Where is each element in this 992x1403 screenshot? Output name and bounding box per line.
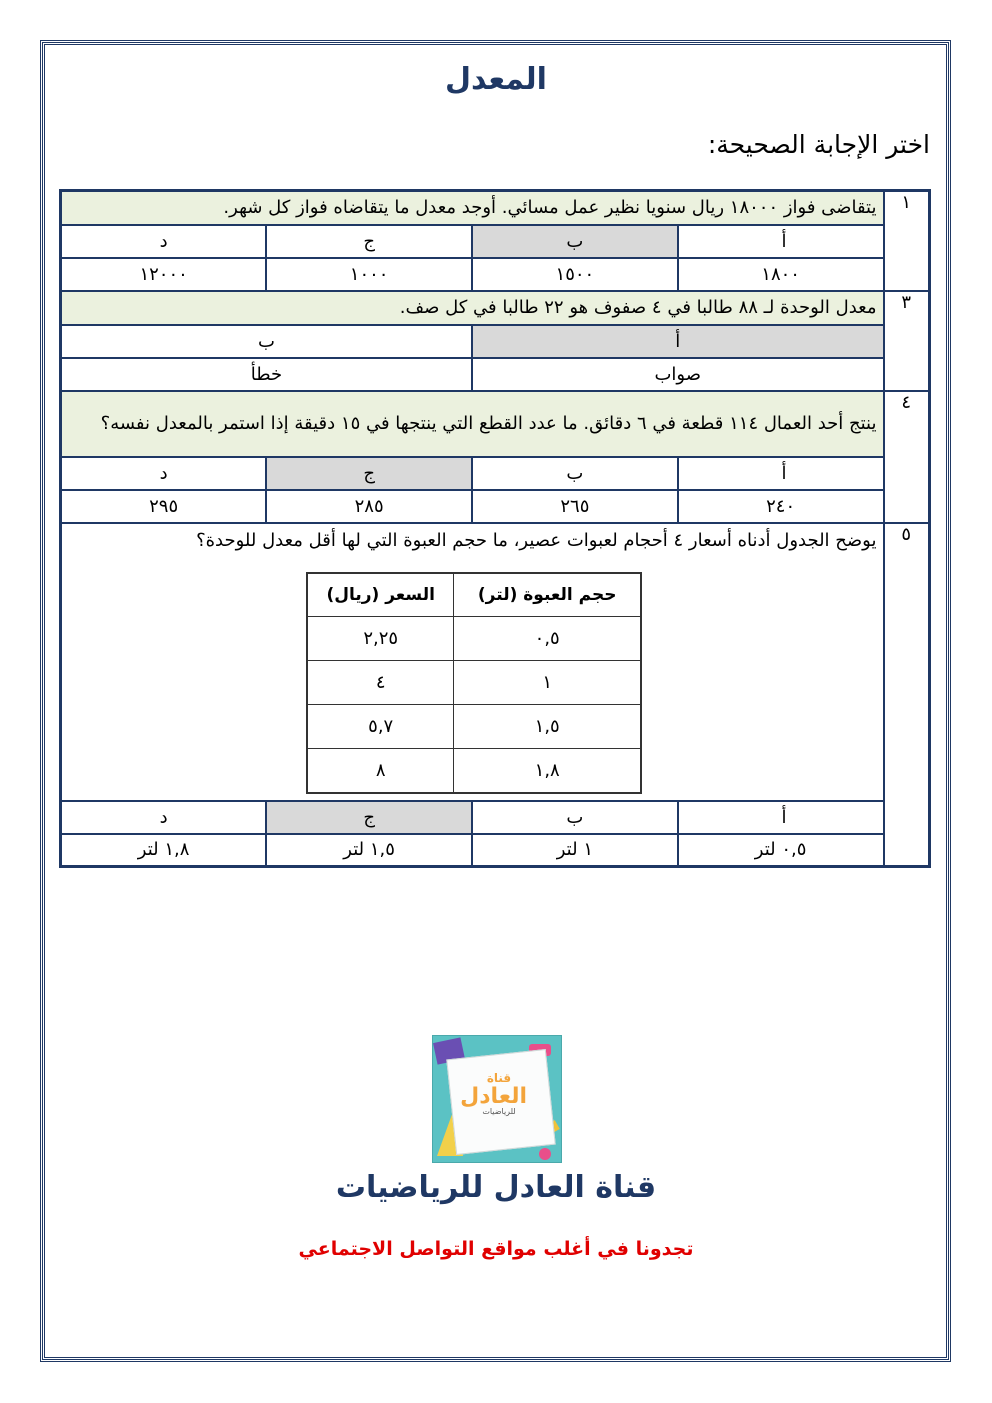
question-text: يوضح الجدول أدناه أسعار ٤ أحجام لعبوات عصير، ما حجم العبوة التي لها أقل معدل للوحدة؟ [196, 529, 877, 551]
table-cell: ٥,٧ [307, 705, 454, 749]
options-letters-row [61, 325, 930, 358]
logo-text-big: العادل [460, 1083, 527, 1109]
question-text: معدل الوحدة لـ ٨٨ طالبا في ٤ صفوف هو ٢٢ طالبا في كل صف. [61, 291, 884, 325]
question-cell [61, 523, 884, 801]
options-values-row [61, 490, 930, 523]
option-value[interactable]: ١ لتر [472, 834, 678, 867]
social-media-note: تجدونا في أغلب مواقع التواصل الاجتماعي [298, 1238, 694, 1260]
juice-price-table [306, 572, 642, 794]
option-letter[interactable]: أ [678, 225, 884, 258]
table-cell: ١,٥ [454, 705, 641, 749]
option-value[interactable]: ٢٦٥ [472, 490, 678, 523]
option-value[interactable]: ٢٨٥ [266, 490, 472, 523]
question-number: ١ [884, 191, 930, 291]
quiz-table [59, 189, 931, 868]
table-header: حجم العبوة (لتر) [454, 573, 641, 617]
option-value[interactable]: ١,٨ لتر [61, 834, 267, 867]
option-value[interactable]: ١٢٠٠٠ [61, 258, 267, 291]
option-letter[interactable]: أ [678, 457, 884, 490]
question-content [62, 524, 883, 800]
channel-logo [432, 1035, 562, 1163]
instruction-text: اختر الإجابة الصحيحة: [707, 130, 930, 159]
option-letter[interactable]: ب [61, 325, 473, 358]
table-cell: ١,٨ [454, 749, 641, 793]
option-letter[interactable]: ب [472, 457, 678, 490]
option-letter[interactable]: ب [472, 801, 678, 834]
table-header-row [307, 573, 641, 617]
table-header: السعر (ريال) [307, 573, 454, 617]
option-value[interactable]: خطأ [61, 358, 473, 391]
option-letter[interactable]: د [61, 225, 267, 258]
table-cell: ٢,٢٥ [307, 617, 454, 661]
table-row [307, 617, 641, 661]
options-letters-row [61, 225, 930, 258]
options-values-row [61, 358, 930, 391]
table-cell: ٤ [307, 661, 454, 705]
question-number: ٣ [884, 291, 930, 391]
question-number: ٥ [884, 523, 930, 867]
table-cell: ١ [454, 661, 641, 705]
question-text: ينتج أحد العمال ١١٤ قطعة في ٦ دقائق. ما عدد القطع التي ينتجها في ١٥ دقيقة إذا استمر بالمعدل نفسه؟ [61, 391, 884, 457]
question-row [61, 291, 930, 325]
table-row [307, 705, 641, 749]
table-cell: ٠,٥ [454, 617, 641, 661]
question-text: يتقاضى فواز ١٨٠٠٠ ريال سنويا نظير عمل مسائي. أوجد معدل ما يتقاضاه فواز كل شهر. [61, 191, 884, 225]
option-letter-selected[interactable]: ب [472, 225, 678, 258]
option-letter-selected[interactable]: ج [266, 801, 472, 834]
option-letter-selected[interactable]: ج [266, 457, 472, 490]
question-row [61, 191, 930, 225]
option-letter[interactable]: د [61, 457, 267, 490]
page-title: المعدل [445, 62, 547, 97]
options-letters-row [61, 801, 930, 834]
option-value[interactable]: صواب [472, 358, 884, 391]
options-values-row [61, 834, 930, 867]
table-row [307, 661, 641, 705]
option-letter-selected[interactable]: أ [472, 325, 884, 358]
options-letters-row [61, 457, 930, 490]
option-value[interactable]: ١٨٠٠ [678, 258, 884, 291]
logo-text-small: قناة [486, 1071, 512, 1085]
question-number: ٤ [884, 391, 930, 523]
option-letter[interactable]: ج [266, 225, 472, 258]
option-value[interactable]: ١٠٠٠ [266, 258, 472, 291]
question-row [61, 391, 930, 457]
channel-name: قناة العادل للرياضيات [335, 1170, 657, 1205]
option-value[interactable]: ٢٤٠ [678, 490, 884, 523]
question-row [61, 523, 930, 801]
table-cell: ٨ [307, 749, 454, 793]
table-row [307, 749, 641, 793]
logo-text-sub: للرياضيات [482, 1106, 516, 1116]
option-letter[interactable]: أ [678, 801, 884, 834]
option-value[interactable]: ٠,٥ لتر [678, 834, 884, 867]
option-value[interactable]: ١٥٠٠ [472, 258, 678, 291]
logo-text [460, 1071, 527, 1116]
option-value[interactable]: ٢٩٥ [61, 490, 267, 523]
options-values-row [61, 258, 930, 291]
option-value[interactable]: ١,٥ لتر [266, 834, 472, 867]
option-letter[interactable]: د [61, 801, 267, 834]
